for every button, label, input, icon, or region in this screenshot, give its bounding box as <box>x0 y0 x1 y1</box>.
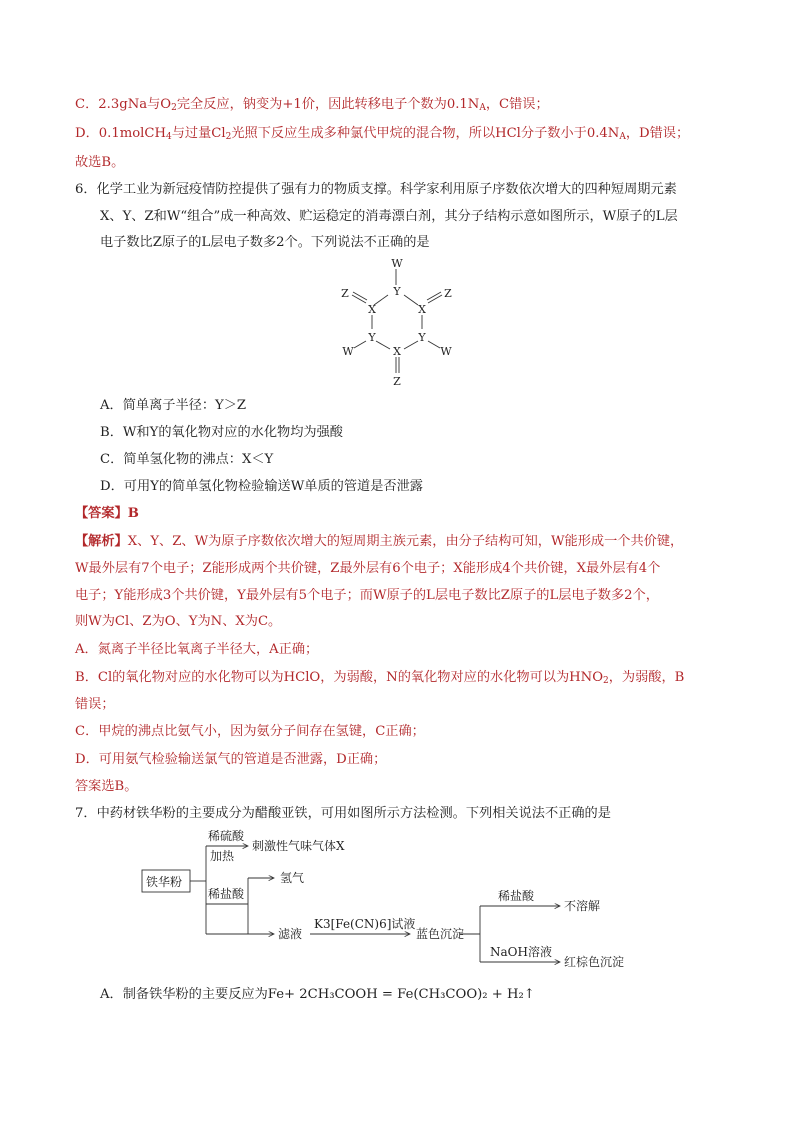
flow-start: 铁华粉 <box>146 875 183 889</box>
atom-w-right: W <box>440 345 452 358</box>
atom-y-top: Y <box>393 285 401 298</box>
q6-stem-3: 电子数比Z原子的L层电子数多2个。下列说法不正确的是 <box>100 235 430 250</box>
prev-option-d: D．0.1molCH$_4$与过量$Cl_2$光照下反应生成多种氯代甲烷的混合物，所以HCl分子数小于$0.4N_A$，D错误； <box>75 126 690 142</box>
q6-explain-b-1: B．Cl的氧化物对应的水化物可以为HClO，为弱酸，N的氧化物对应的水化物可以为$HNO_2$，为弱酸，B <box>75 670 685 686</box>
atom-x-left: X <box>368 303 376 316</box>
q6-analysis-1: 【解析】X、Y、Z、W为原子序数依次增大的短周期主族元素，由分子结构可知，W能形成一个共价键， <box>75 534 684 549</box>
flow-gas-x: 刺激性气味气体X <box>252 839 345 853</box>
q6-analysis-2: W最外层有7个电子；Z能形成两个共价键，Z最外层有6个电子；X能形成4个共价键，X最外层有4个 <box>75 561 661 576</box>
q6-final-answer: 答案选B。 <box>75 779 138 794</box>
q7-stem: 7．中药材铁华粉的主要成分为醋酸亚铁，可用如图所示方法检测。下列相关说法不正确的是 <box>75 806 611 821</box>
q6-molecule-diagram <box>330 255 470 390</box>
atom-x-bottom: X <box>393 345 401 358</box>
q6-stem-1: 6．化学工业为新冠疫情防控提供了强有力的物质支撑。科学家利用原子序数依次增大的四种短周期元素 <box>75 182 677 197</box>
flow-heat: 加热 <box>210 849 235 863</box>
flow-filtrate: 滤液 <box>278 927 303 941</box>
atom-z-left: Z <box>341 287 349 300</box>
q6-answer: 【答案】B <box>75 506 139 521</box>
q6-analysis-4: 则W为Cl、Z为O、Y为N、X为C。 <box>75 614 282 629</box>
atom-w-left: W <box>342 345 354 358</box>
flow-naoh: NaOH溶液 <box>490 945 552 959</box>
flow-red-brown: 红棕色沉淀 <box>564 955 625 969</box>
flow-blue: 蓝色沉淀 <box>416 927 465 941</box>
prev-answer: 故选B。 <box>75 155 125 170</box>
q7-flow-diagram <box>140 826 660 976</box>
prev-option-c: C．2.3gNa与$O_2$完全反应，钠变为+1价，因此转移电子个数为$0.1N_A$，C错误； <box>75 97 549 113</box>
q6-option-b: B．W和Y的氧化物对应的水化物均为强酸 <box>100 425 343 440</box>
q6-analysis-3: 电子；Y能形成3个共价键，Y最外层有5个电子；而W原子的L层电子数比Z原子的L层电子数多2个， <box>75 588 659 603</box>
atom-y-right: Y <box>418 331 426 344</box>
q6-option-d: D．可用Y的简单氢化物检验输送W单质的管道是否泄露 <box>100 479 423 494</box>
q6-explain-a: A．氮离子半径比氧离子半径大，A正确； <box>75 642 319 657</box>
q6-option-a: A．简单离子半径：Y＞Z <box>100 398 247 413</box>
atom-w-top: W <box>391 257 403 270</box>
q6-option-c: C．简单氢化物的沸点：X＜Y <box>100 452 274 467</box>
q6-explain-c: C．甲烷的沸点比氨气小，因为氨分子间存在氢键，C正确； <box>75 724 425 739</box>
atom-x-right: X <box>418 303 426 316</box>
flow-acid1: 稀硫酸 <box>208 829 245 843</box>
flow-reagent: K3[Fe(CN)6]试液 <box>314 917 416 931</box>
flow-insoluble: 不溶解 <box>564 899 601 913</box>
q6-stem-2: X、Y、Z和W“组合”成一种高效、贮运稳定的消毒漂白剂，其分子结构示意如图所示，W原子的L层 <box>100 209 678 224</box>
atom-z-right: Z <box>444 287 452 300</box>
q6-explain-b-2: 错误； <box>75 697 115 712</box>
q7-option-a: A．制备铁华粉的主要反应为Fe+ 2CH₃COOH = Fe(CH₃COO)₂ + H₂↑ <box>100 987 535 1002</box>
atom-y-left: Y <box>368 331 376 344</box>
flow-h2: 氢气 <box>280 871 305 885</box>
flow-acid3: 稀盐酸 <box>498 889 535 903</box>
atom-z-bottom: Z <box>393 375 401 388</box>
flow-acid2: 稀盐酸 <box>208 887 245 901</box>
q6-explain-d: D．可用氨气检验输送氯气的管道是否泄露，D正确； <box>75 752 387 767</box>
